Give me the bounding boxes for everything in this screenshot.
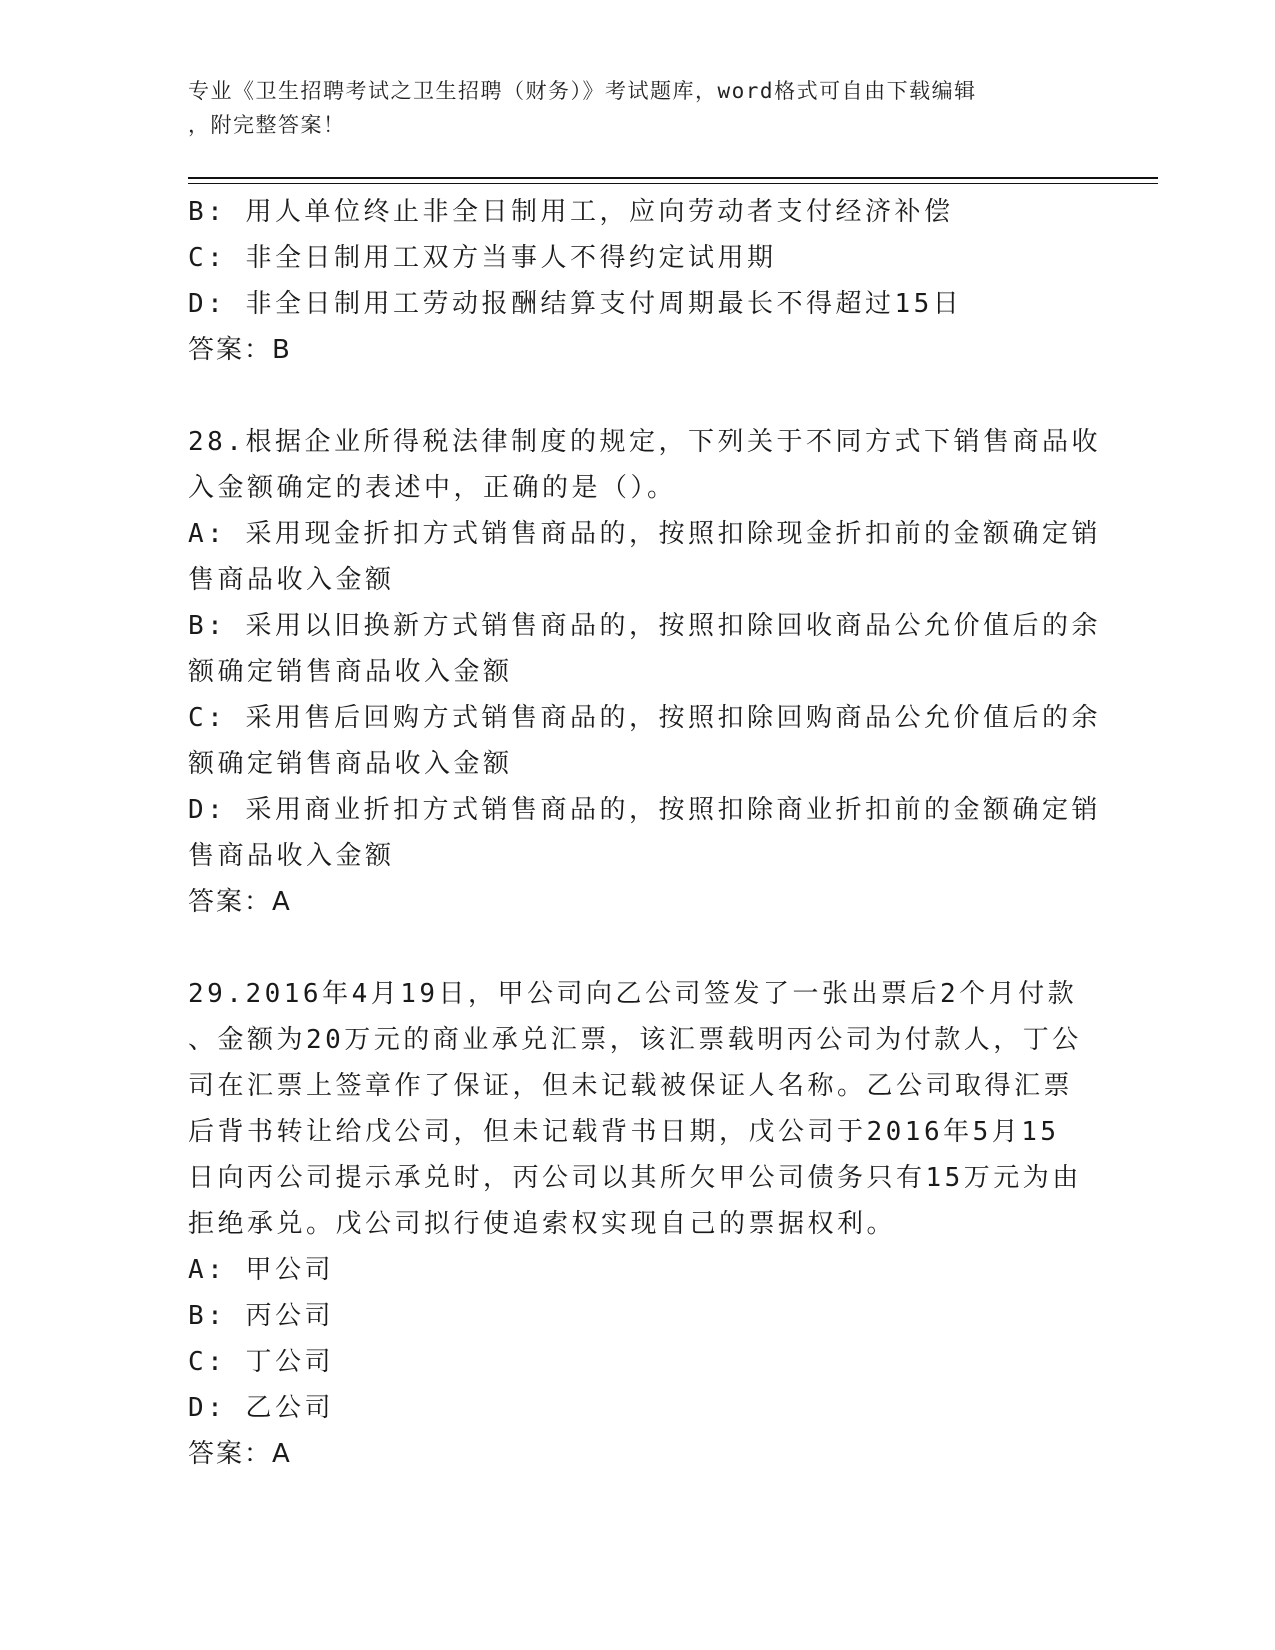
q29-option-c: C: 丁公司 [188,1347,334,1377]
q28-option-b-line-2: 额确定销售商品收入金额 [188,657,513,687]
q29-option-b: B: 丙公司 [188,1301,334,1331]
question-spacer [188,925,1088,971]
q29-stem-line-1: 29.2016年4月19日，甲公司向乙公司签发了一张出票后2个月付款 [188,979,1078,1009]
q29-stem-line-3: 司在汇票上签章作了保证，但未记载被保证人名称。乙公司取得汇票 [188,1071,1074,1101]
q28-option-c-line-2: 额确定销售商品收入金额 [188,749,513,779]
q27-option-b: B: 用人单位终止非全日制用工，应向劳动者支付经济补偿 [188,197,954,227]
header-divider-thick [188,177,1158,179]
q27-answer: 答案：B [188,335,292,365]
q28-option-a-line-2: 售商品收入金额 [188,565,395,595]
q29-stem-line-2: 、金额为20万元的商业承兑汇票，该汇票载明丙公司为付款人，丁公 [188,1025,1082,1055]
q28-option-a-line-1: A: 采用现金折扣方式销售商品的，按照扣除现金折扣前的金额确定销 [188,519,1101,549]
q28-stem-line-1: 28.根据企业所得税法律制度的规定，下列关于不同方式下销售商品收 [188,427,1101,457]
question-29 [188,971,1088,1477]
q29-option-a: A: 甲公司 [188,1255,334,1285]
header-line-2: ，附完整答案！ [188,113,346,137]
q29-stem-line-6: 拒绝承兑。戊公司拟行使追索权实现自己的票据权利。 [188,1209,897,1239]
q28-stem-line-2: 入金额确定的表述中，正确的是（）。 [188,473,677,503]
q27-option-d: D: 非全日制用工劳动报酬结算支付周期最长不得超过15日 [188,289,963,319]
header-divider-thin [188,183,1158,184]
q28-option-b-line-1: B: 采用以旧换新方式销售商品的，按照扣除回收商品公允价值后的余 [188,611,1101,641]
question-content [188,189,1101,1477]
q27-option-c: C: 非全日制用工双方当事人不得约定试用期 [188,243,777,273]
question-27 [188,189,1088,373]
q29-option-d: D: 乙公司 [188,1393,334,1423]
q29-stem-line-4: 后背书转让给戊公司，但未记载背书日期，戊公司于2016年5月15 [188,1117,1060,1147]
q28-option-d-line-1: D: 采用商业折扣方式销售商品的，按照扣除商业折扣前的金额确定销 [188,795,1101,825]
question-28 [188,419,1101,925]
question-spacer [188,373,1088,419]
document-header [188,74,1068,142]
q29-answer: 答案：A [188,1439,292,1469]
q28-option-d-line-2: 售商品收入金额 [188,841,395,871]
q28-option-c-line-1: C: 采用售后回购方式销售商品的，按照扣除回购商品公允价值后的余 [188,703,1101,733]
header-line-1: 专业《卫生招聘考试之卫生招聘（财务）》考试题库，word格式可自由下载编辑 [188,79,977,103]
q29-stem-line-5: 日向丙公司提示承兑时，丙公司以其所欠甲公司债务只有15万元为由 [188,1163,1082,1193]
q28-answer: 答案：A [188,887,292,917]
